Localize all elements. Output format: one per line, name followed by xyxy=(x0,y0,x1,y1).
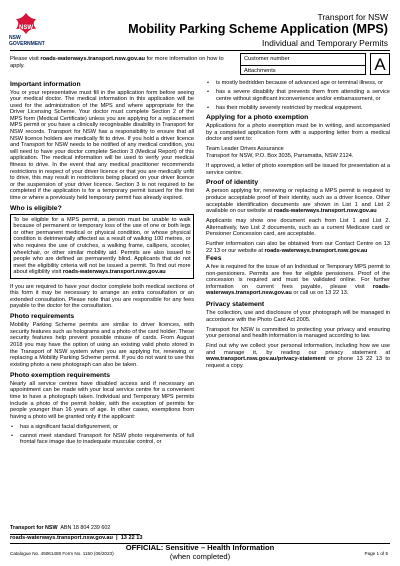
photo-exemption-heading: Photo exemption requirements xyxy=(10,371,111,379)
security-classification: OFFICIAL: Sensitive – Health Information (when completed) xyxy=(125,543,275,561)
page-title: Mobility Parking Scheme Application (MPS) xyxy=(128,22,388,36)
approved-text: If approved, a letter of photo exemption will be issued for presentation at a service centre. xyxy=(206,162,390,176)
privacy-text-2: Transport for NSW is committed to protecting your privacy and ensuring your personal and health information is managed according to law. xyxy=(206,326,390,340)
identity-text: A person applying for, renewing or replacing a MPS permit is required to produce acceptable proof of their identity, such as a driver licence. Other acceptable identification documents are shown in List 1 and List 2 available on our website at roads-waterways.transport.nsw.gov.au xyxy=(206,188,390,215)
attachments-field[interactable]: Attachments xyxy=(241,65,365,76)
right-column xyxy=(206,80,390,373)
photo-requirements-text: Mobility Parking Scheme permits are similar to driver licences, with security features such as holograms and a photo of the card holder. These security features help prevent possible misuse of cards. From August 2018 you may have the option of using an existing valid photo stored in the Transport of NSW system when you are applying for, renewing or replacing a Mobility Parking Scheme permit. If you do not want to use this existing photo a new photograph can also be taken. xyxy=(10,322,194,368)
privacy-heading: Privacy statement xyxy=(206,301,265,309)
page-number: Page 1 of 5 xyxy=(364,551,388,556)
fees-text: A fee is required for the issue of an Individual or Temporary MPS permit to non-pensioners. Permits are free for eligible pensioners. Proof of the concession is required and must be validated online. For further information on current fees payable, please visit roads-waterways.transport.nsw.gov.au or call us on 13 22 13. xyxy=(206,264,390,297)
privacy-text-3: Find out why we collect your personal information, including how we use and manage it, by reading our privacy statement at www.transport.nsw.gov.au/privacy-statement or phone 13 22 13 to request a copy. xyxy=(206,343,390,370)
header-divider xyxy=(10,50,390,51)
section-letter: A xyxy=(370,53,390,75)
important-heading: Important information xyxy=(10,80,81,88)
apply-exemption-text: Applications for a photo exemption must be in writing, and accompanied by a completed application form with a supporting letter from a medical doctor and sent to: xyxy=(206,123,390,143)
photo-requirements-heading: Photo requirements xyxy=(10,313,75,321)
apply-exemption-heading: Applying for a photo exemption xyxy=(206,114,309,122)
list-item: • has their mobility severely restricted by medical equipment. xyxy=(206,105,390,112)
fees-link[interactable]: roads-waterways.transport.nsw.gov.au xyxy=(206,283,390,297)
privacy-text-1: The collection, use and disclosure of your photograph will be managed in accordance with the Photo Card Act 2005. xyxy=(206,310,390,323)
eligibility-box: To be eligible for a MPS permit, a person must be unable to walk because of permanent or temporary loss of the use of one or both legs or other permanent medical or physical condition, or whose physical condition is detrimentally affected as a result of walking 100 metres, or who requires the use of crutches, a walking frame, callipers, scooter, wheelchair, or other similar mobility aid. Permits are also issued to people who are defined as permanently blind. Applicants that do not meet the eligibility criteria will not be issued a permit. To find out more about eligibility visit roads-waterways.transport.nsw.gov.au xyxy=(10,214,194,279)
list-item: • cannot meet standard Transport for NSW photo requirements of full frontal face image due to inadequate muscular control, or xyxy=(10,433,194,446)
customer-number-field[interactable]: Customer number xyxy=(244,56,290,62)
important-text: You or your representative must fill in the application form before seeing your medical doctor. The medical information in this application will be used for the administration of the MPS and where appropriate for the Driver Licensing Scheme. Your doctor must complete Section 2 of the MPS form (Medical Certificate) unless you are applying for a replacement MPS permit or you have a clinically recognisable disability in Transport for NSW records. Transport for NSW has a responsibility to ensure that all NSW licence holders are medically fit to drive. If you hold a driver licence and Transport for NSW needs to be notified of any medical condition, you will need to have your doctor complete Section 3 (Medical Report) of this application. The medical information will be used to verify your medical fitness to drive. In the event that any medical practitioner recommends restrictions in respect of your driver licence or that you are medically unfit to drive, this may result in restrictions being placed on your driver licence or the suspension of your driver licence. Section 3 is not required to be completed if the application is for a temporary permit issued for the first time or where a previously held temporary permit has already expired. xyxy=(10,89,194,201)
left-column xyxy=(10,79,194,449)
footer-org-line: Transport for NSW ABN 18 804 239 602 xyxy=(10,525,111,531)
eligibility-link[interactable]: roads-waterways.transport.nsw.gov.au xyxy=(62,269,166,276)
exemption-list-continued xyxy=(206,80,390,111)
nsw-logo-text: NSW GOVERNMENT xyxy=(9,35,45,47)
office-use-box xyxy=(240,53,366,75)
intro-link[interactable]: roads-waterways.transport.nsw.gov.au xyxy=(40,56,145,62)
eligible-heading: Who is eligible? xyxy=(10,204,62,212)
identity-text-2: Applicants may show one document each from List 1 and List 2. Alternatively, two List 2 documents, such as a current Medicare card or Pensioner Concession card, are acceptable. xyxy=(206,218,390,238)
identity-link[interactable]: roads-waterways.transport.nsw.gov.au xyxy=(273,208,377,215)
catalogue-number: Catalogue No. 45061488 Form No. 1150 (06/2023) xyxy=(10,551,114,556)
list-item: • has a significant facial disfigurement, or xyxy=(10,424,194,431)
fees-heading: Fees xyxy=(206,255,222,263)
photo-exemption-text: Nearly all service centres have disabled access and if necessary an appointment can be made with your local service centre for a convenient time to have a photograph taken. Individual and Temporary MPS permits include a photo of the permit holder, with the exception of permits for people younger than 16 years of age. In other cases, exemptions from having a photo will be granted only if the applicant: xyxy=(10,380,194,420)
header-org: Transport for NSW xyxy=(317,12,388,22)
footer-contact-line: roads-waterways.transport.nsw.gov.au | 13 22 13 xyxy=(10,535,143,541)
list-item: • has a severe disability that prevents them from attending a service centre without significant inconvenience and/or embarrassment, or xyxy=(206,89,390,102)
intro-text: Please visit roads-waterways.transport.nsw.gov.au for more information on how to apply. xyxy=(10,56,224,69)
identity-heading: Proof of identity xyxy=(206,179,259,187)
postal-address: Team Leader Drives Assurance Transport for NSW, P.O. Box 3035, Parramatta, NSW 2124. xyxy=(206,146,354,159)
privacy-link[interactable]: www.transport.nsw.gov.au/privacy-statement xyxy=(206,356,326,363)
svg-text:NSW: NSW xyxy=(19,25,33,31)
identity-text-3: Further information can also be obtained from our Contact Centre on 13 22 13 or our website at roads-waterways.transport.nsw.gov.au xyxy=(206,241,390,255)
consultation-text: If you are required to have your doctor complete both medical sections of this form it may be necessary to arrange an extra consultation or an extended consultation. Please note that you are responsible for any fees payable to the doctor for the consultation. xyxy=(10,283,194,310)
footer-website-link[interactable]: roads-waterways.transport.nsw.gov.au xyxy=(10,535,113,541)
contact-link[interactable]: roads-waterways.transport.nsw.gov.au xyxy=(264,248,368,255)
list-item: • is mostly bedridden because of advanced age or terminal illness, or xyxy=(206,80,390,87)
footer-phone: 13 22 13 xyxy=(120,535,143,541)
page-subtitle: Individual and Temporary Permits xyxy=(262,38,388,48)
exemption-list xyxy=(10,424,194,446)
